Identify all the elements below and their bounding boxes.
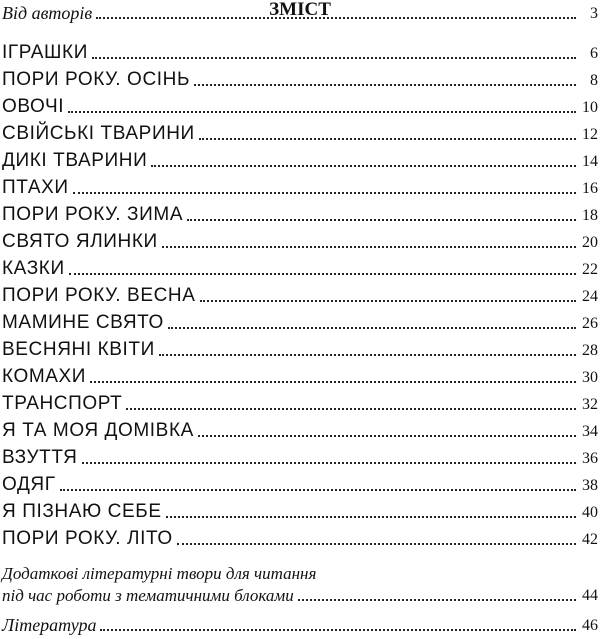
dot-leader xyxy=(82,462,577,464)
toc-entry-label: ПОРИ РОКУ. ВЕСНА xyxy=(2,285,196,306)
toc-entry-label: ДИКІ ТВАРИНИ xyxy=(2,150,148,171)
toc-entry-footwear[interactable] xyxy=(2,445,598,469)
toc-entry-my-home[interactable] xyxy=(2,418,598,442)
toc-entry-label: ВЕСНЯНІ КВІТИ xyxy=(2,339,155,360)
toc-page-number: 30 xyxy=(582,369,598,386)
toc-entry-mothers-day[interactable] xyxy=(2,310,598,334)
toc-entry-label: ТРАНСПОРТ xyxy=(2,393,123,414)
dot-leader xyxy=(69,273,576,275)
toc-page-number: 36 xyxy=(582,450,598,467)
toc-entry-spring[interactable] xyxy=(2,283,598,307)
toc-entry-additional-works[interactable] xyxy=(2,564,598,610)
toc-entry-summer[interactable] xyxy=(2,526,598,550)
toc-entry-vegetables[interactable] xyxy=(2,94,598,118)
toc-entry-self-knowledge[interactable] xyxy=(2,499,598,523)
toc-entry-label: ІГРАШКИ xyxy=(2,42,88,63)
dot-leader xyxy=(194,84,576,86)
toc-entry-winter[interactable] xyxy=(2,202,598,226)
toc-entry-insects[interactable] xyxy=(2,364,598,388)
toc-entry-wild-animals[interactable] xyxy=(2,148,598,172)
toc-page-number: 16 xyxy=(582,180,598,197)
toc-entry-label: Література xyxy=(2,615,97,635)
toc-page-number: 34 xyxy=(582,423,598,440)
toc-entry-label: ОДЯГ xyxy=(2,474,56,495)
toc-page-number: 42 xyxy=(582,531,598,548)
toc-entry-line-2 xyxy=(2,584,598,606)
toc-page-number: 38 xyxy=(582,477,598,494)
toc-page-number: 12 xyxy=(582,126,598,143)
toc-entry-label: КАЗКИ xyxy=(2,258,65,279)
toc-entry-clothes[interactable] xyxy=(2,472,598,496)
toc-entry-autumn[interactable] xyxy=(2,67,598,91)
toc-page-number: 3 xyxy=(590,5,598,22)
dot-leader xyxy=(168,327,576,329)
toc-entry-authors[interactable] xyxy=(2,0,598,24)
toc-page-number: 22 xyxy=(582,261,598,278)
toc-page-number: 14 xyxy=(582,153,598,170)
toc-page-number: 10 xyxy=(582,99,598,116)
toc-entry-label: КОМАХИ xyxy=(2,366,87,387)
toc-entry-label: ПОРИ РОКУ. ОСІНЬ xyxy=(2,69,191,90)
toc-entry-label: СВЯТО ЯЛИНКИ xyxy=(2,231,158,252)
toc-entry-label: Від авторів xyxy=(2,3,93,23)
toc-entry-label-line-1: Додаткові літературні твори для читання xyxy=(2,564,317,583)
toc-entry-christmas-tree[interactable] xyxy=(2,229,598,253)
toc-entry-birds[interactable] xyxy=(2,175,598,199)
dot-leader xyxy=(162,246,576,248)
toc-entry-label: Я ПІЗНАЮ СЕБЕ xyxy=(2,501,162,522)
dot-leader xyxy=(126,408,576,410)
toc-entry-fairy-tales[interactable] xyxy=(2,256,598,280)
toc-page-number: 26 xyxy=(582,315,598,332)
toc-entry-spring-flowers[interactable] xyxy=(2,337,598,361)
toc-entry-label: ПОРИ РОКУ. ЗИМА xyxy=(2,204,184,225)
dot-leader xyxy=(90,381,576,383)
toc-page-number: 24 xyxy=(582,288,598,305)
dot-leader xyxy=(100,629,576,631)
toc-entry-label: МАМИНЕ СВЯТО xyxy=(2,312,164,333)
page-title: ЗМІСТ xyxy=(269,0,331,20)
toc-entry-label: ОВОЧІ xyxy=(2,96,65,117)
toc-page-number: 40 xyxy=(582,504,598,521)
toc-page-number: 44 xyxy=(582,587,598,604)
toc-entry-label: ПОРИ РОКУ. ЛІТО xyxy=(2,528,173,549)
dot-leader xyxy=(166,516,576,518)
dot-leader xyxy=(96,17,576,19)
toc-entry-literature[interactable] xyxy=(2,612,598,636)
dot-leader xyxy=(298,599,576,601)
toc-page-number: 28 xyxy=(582,342,598,359)
toc-page-number: 32 xyxy=(582,396,598,413)
toc-page-number: 6 xyxy=(590,45,598,62)
dot-leader xyxy=(92,57,576,59)
dot-leader xyxy=(187,219,576,221)
toc-entry-toys[interactable] xyxy=(2,40,598,64)
toc-page-number: 46 xyxy=(582,617,598,634)
toc-entry-domestic-animals[interactable] xyxy=(2,121,598,145)
dot-leader xyxy=(199,138,576,140)
dot-leader xyxy=(200,300,576,302)
toc-page-number: 20 xyxy=(582,234,598,251)
toc-entry-label: Я ТА МОЯ ДОМІВКА xyxy=(2,420,194,441)
toc-entry-transport[interactable] xyxy=(2,391,598,415)
dot-leader xyxy=(60,489,576,491)
toc-entry-label: ПТАХИ xyxy=(2,177,69,198)
toc-entry-label: СВІЙСЬКІ ТВАРИНИ xyxy=(2,123,195,144)
toc-entry-label: ВЗУТТЯ xyxy=(2,447,78,468)
dot-leader xyxy=(198,435,576,437)
dot-leader xyxy=(73,192,576,194)
dot-leader xyxy=(159,354,576,356)
dot-leader xyxy=(68,111,576,113)
toc-page-number: 8 xyxy=(590,72,598,89)
dot-leader xyxy=(151,165,576,167)
toc-entry-label-line-2: під час роботи з тематичними блоками xyxy=(2,586,294,605)
dot-leader xyxy=(177,543,576,545)
toc-page-number: 18 xyxy=(582,207,598,224)
